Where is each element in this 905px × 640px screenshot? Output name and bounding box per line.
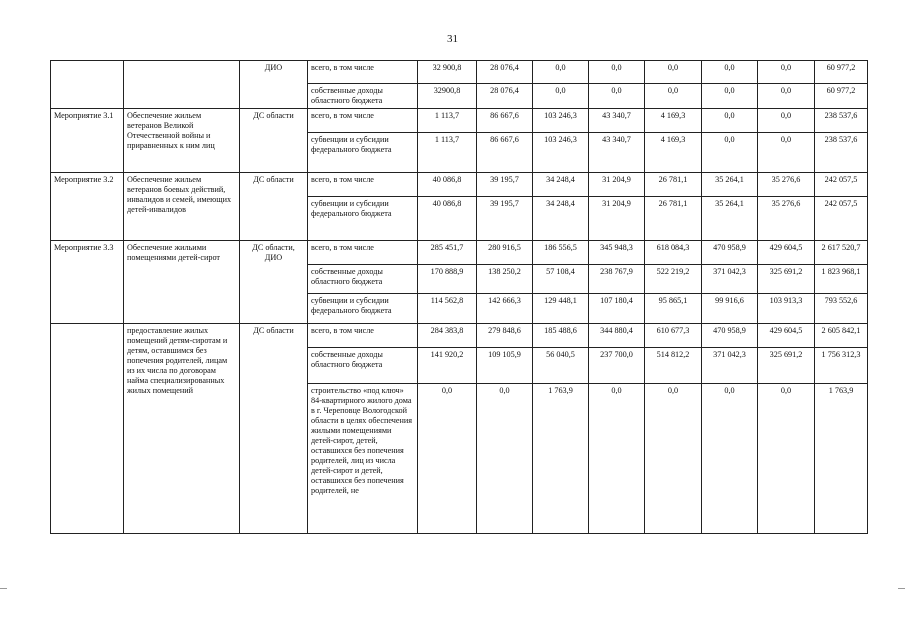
activity-name-cell: Обеспечение жильими помещениями детей-сирот <box>124 241 240 324</box>
value-cell: 285 451,7 <box>418 241 477 265</box>
value-cell: 43 340,7 <box>589 133 645 173</box>
total-cell: 242 057,5 <box>815 173 868 197</box>
total-cell: 1 823 968,1 <box>815 265 868 294</box>
funding-source-cell: всего, в том числе <box>308 324 418 348</box>
value-cell: 0,0 <box>418 384 477 534</box>
value-cell: 141 920,2 <box>418 348 477 384</box>
value-cell: 170 888,9 <box>418 265 477 294</box>
total-cell: 238 537,6 <box>815 133 868 173</box>
value-cell: 34 248,4 <box>533 173 589 197</box>
funding-source-cell: всего, в том числе <box>308 241 418 265</box>
value-cell: 103 246,3 <box>533 109 589 133</box>
activity-cell: Мероприятие 3.1 <box>51 109 124 173</box>
total-cell: 1 756 312,3 <box>815 348 868 384</box>
table-row <box>51 109 868 133</box>
funding-source-cell: субвенции и субсидии федерального бюджета <box>308 294 418 324</box>
value-cell: 0,0 <box>758 61 815 84</box>
value-cell: 35 276,6 <box>758 197 815 241</box>
value-cell: 0,0 <box>702 61 758 84</box>
value-cell: 1 763,9 <box>533 384 589 534</box>
value-cell: 185 488,6 <box>533 324 589 348</box>
value-cell: 0,0 <box>758 109 815 133</box>
value-cell: 99 916,6 <box>702 294 758 324</box>
activity-name-cell: Обеспечение жильем ветеранов боевых действий, инвалидов и семей, имеющих детей-инвалидов <box>124 173 240 241</box>
value-cell: 371 042,3 <box>702 348 758 384</box>
value-cell: 40 086,8 <box>418 197 477 241</box>
responsible-cell: ДС области <box>240 173 308 241</box>
total-cell: 60 977,2 <box>815 84 868 109</box>
value-cell: 34 248,4 <box>533 197 589 241</box>
funding-source-cell: всего, в том числе <box>308 173 418 197</box>
funding-source-cell: всего, в том числе <box>308 109 418 133</box>
activity-name-cell: предоставление жилых помещений детям-сиротам и детям, оставшимся без попечения родителей, лицам из их числа по договорам найма специализированных жилых помещений <box>124 324 240 534</box>
value-cell: 57 108,4 <box>533 265 589 294</box>
value-cell: 107 180,4 <box>589 294 645 324</box>
funding-source-cell: собственные доходы областного бюджета <box>308 84 418 109</box>
value-cell: 0,0 <box>702 133 758 173</box>
edge-mark-left <box>0 588 7 589</box>
value-cell: 0,0 <box>645 384 702 534</box>
total-cell: 1 763,9 <box>815 384 868 534</box>
table-row <box>51 173 868 197</box>
value-cell: 109 105,9 <box>477 348 533 384</box>
edge-mark-right <box>898 588 905 589</box>
value-cell: 0,0 <box>758 84 815 109</box>
responsible-cell: ДС области <box>240 324 308 534</box>
value-cell: 0,0 <box>758 384 815 534</box>
activity-name-cell <box>124 61 240 109</box>
value-cell: 39 195,7 <box>477 173 533 197</box>
value-cell: 32 900,8 <box>418 61 477 84</box>
value-cell: 325 691,2 <box>758 348 815 384</box>
value-cell: 344 880,4 <box>589 324 645 348</box>
responsible-cell: ДИО <box>240 61 308 109</box>
table-row <box>51 324 868 348</box>
value-cell: 1 113,7 <box>418 109 477 133</box>
value-cell: 39 195,7 <box>477 197 533 241</box>
value-cell: 86 667,6 <box>477 133 533 173</box>
value-cell: 280 916,5 <box>477 241 533 265</box>
page-number: 31 <box>447 33 458 45</box>
value-cell: 86 667,6 <box>477 109 533 133</box>
value-cell: 0,0 <box>477 384 533 534</box>
value-cell: 186 556,5 <box>533 241 589 265</box>
table-row <box>51 241 868 265</box>
value-cell: 284 383,8 <box>418 324 477 348</box>
value-cell: 618 084,3 <box>645 241 702 265</box>
value-cell: 114 562,8 <box>418 294 477 324</box>
table-row <box>51 61 868 84</box>
value-cell: 514 812,2 <box>645 348 702 384</box>
value-cell: 325 691,2 <box>758 265 815 294</box>
value-cell: 32900,8 <box>418 84 477 109</box>
value-cell: 237 700,0 <box>589 348 645 384</box>
value-cell: 0,0 <box>702 109 758 133</box>
value-cell: 238 767,9 <box>589 265 645 294</box>
total-cell: 2 617 520,7 <box>815 241 868 265</box>
value-cell: 522 219,2 <box>645 265 702 294</box>
value-cell: 43 340,7 <box>589 109 645 133</box>
value-cell: 35 276,6 <box>758 173 815 197</box>
value-cell: 0,0 <box>533 61 589 84</box>
value-cell: 103 913,3 <box>758 294 815 324</box>
value-cell: 56 040,5 <box>533 348 589 384</box>
value-cell: 40 086,8 <box>418 173 477 197</box>
funding-source-cell: строительство «под ключ» 84-квартирного жилого дома в г. Череповце Вологодской области в целях обеспечения жилыми помещениями детей-сирот, детей, оставшихся без попечения родителей, лиц из числа детей-сирот и детей, оставшихся без попечения родителей, не <box>308 384 418 534</box>
value-cell: 610 677,3 <box>645 324 702 348</box>
value-cell: 470 958,9 <box>702 324 758 348</box>
value-cell: 0,0 <box>702 384 758 534</box>
responsible-cell: ДС области, ДИО <box>240 241 308 324</box>
activity-name-cell: Обеспечение жильем ветеранов Великой Отечественной войны и приравненных к ним лиц <box>124 109 240 173</box>
value-cell: 95 865,1 <box>645 294 702 324</box>
total-cell: 60 977,2 <box>815 61 868 84</box>
funding-source-cell: собственные доходы областного бюджета <box>308 265 418 294</box>
value-cell: 28 076,4 <box>477 61 533 84</box>
activity-cell <box>51 324 124 534</box>
value-cell: 0,0 <box>645 84 702 109</box>
budget-table <box>50 60 868 534</box>
value-cell: 0,0 <box>589 84 645 109</box>
value-cell: 279 848,6 <box>477 324 533 348</box>
responsible-cell: ДС области <box>240 109 308 173</box>
value-cell: 1 113,7 <box>418 133 477 173</box>
funding-source-cell: субвенции и субсидии федерального бюджета <box>308 133 418 173</box>
value-cell: 470 958,9 <box>702 241 758 265</box>
value-cell: 142 666,3 <box>477 294 533 324</box>
value-cell: 28 076,4 <box>477 84 533 109</box>
value-cell: 0,0 <box>645 61 702 84</box>
value-cell: 35 264,1 <box>702 197 758 241</box>
value-cell: 103 246,3 <box>533 133 589 173</box>
value-cell: 26 781,1 <box>645 197 702 241</box>
value-cell: 0,0 <box>589 61 645 84</box>
funding-source-cell: всего, в том числе <box>308 61 418 84</box>
value-cell: 26 781,1 <box>645 173 702 197</box>
value-cell: 35 264,1 <box>702 173 758 197</box>
value-cell: 0,0 <box>702 84 758 109</box>
value-cell: 4 169,3 <box>645 109 702 133</box>
activity-cell <box>51 61 124 109</box>
value-cell: 371 042,3 <box>702 265 758 294</box>
value-cell: 0,0 <box>533 84 589 109</box>
total-cell: 793 552,6 <box>815 294 868 324</box>
value-cell: 429 604,5 <box>758 241 815 265</box>
value-cell: 129 448,1 <box>533 294 589 324</box>
funding-source-cell: субвенции и субсидии федерального бюджета <box>308 197 418 241</box>
funding-source-cell: собственные доходы областного бюджета <box>308 348 418 384</box>
value-cell: 31 204,9 <box>589 197 645 241</box>
value-cell: 0,0 <box>758 133 815 173</box>
value-cell: 429 604,5 <box>758 324 815 348</box>
total-cell: 2 605 842,1 <box>815 324 868 348</box>
value-cell: 138 250,2 <box>477 265 533 294</box>
total-cell: 238 537,6 <box>815 109 868 133</box>
activity-cell: Мероприятие 3.2 <box>51 173 124 241</box>
value-cell: 4 169,3 <box>645 133 702 173</box>
value-cell: 31 204,9 <box>589 173 645 197</box>
total-cell: 242 057,5 <box>815 197 868 241</box>
value-cell: 345 948,3 <box>589 241 645 265</box>
value-cell: 0,0 <box>589 384 645 534</box>
activity-cell: Мероприятие 3.3 <box>51 241 124 324</box>
